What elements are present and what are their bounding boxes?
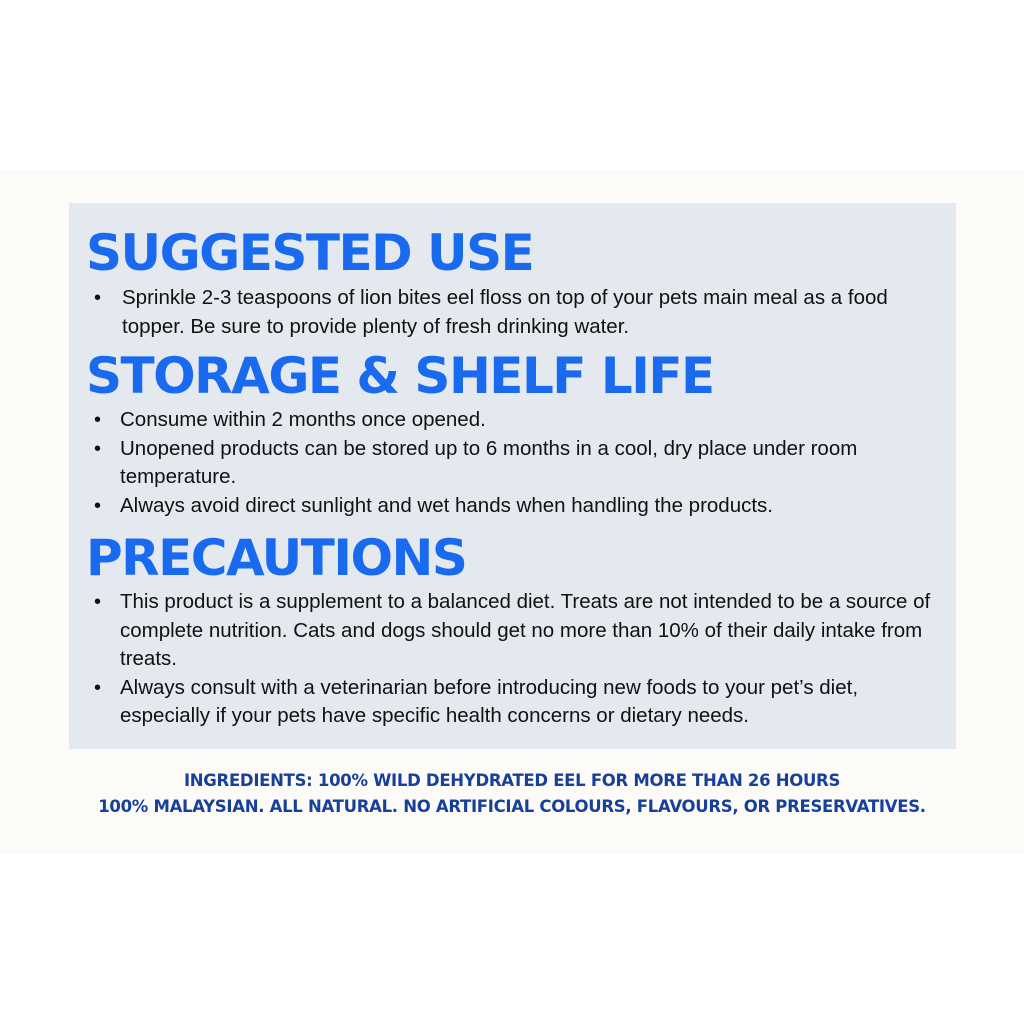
list-item-text: Sprinkle 2-3 teaspoons of lion bites eel floss on top of your pets main meal as a food topper. Be sure to provide plenty of fresh drinking water. [122, 286, 888, 338]
list-item [86, 284, 946, 341]
storage-heading: STORAGE & SHELF LIFE [86, 347, 714, 405]
list-item-text: Always avoid direct sunlight and wet hands when handling the products. [120, 493, 773, 517]
bullet-icon: • [94, 287, 102, 309]
list-item [86, 435, 946, 492]
suggested-use-heading: SUGGESTED USE [86, 224, 534, 282]
list-item-text: Unopened products can be stored up to 6 months in a cool, dry place under room temperature. [120, 436, 858, 488]
precautions-heading: PRECAUTIONS [86, 529, 467, 587]
claims-line: 100% MALAYSIAN. ALL NATURAL. NO ARTIFICIAL COLOURS, FLAVOURS, OR PRESERVATIVES. [98, 797, 926, 816]
list-item [86, 492, 946, 521]
list-item [86, 588, 946, 674]
precautions-list [86, 588, 946, 731]
bullet-icon: • [94, 409, 102, 431]
list-item [86, 674, 946, 731]
bullet-icon: • [94, 676, 102, 699]
list-item-text: Consume within 2 months once opened. [120, 408, 486, 431]
ingredients-line: INGREDIENTS: 100% WILD DEHYDRATED EEL FOR MORE THAN 26 HOURS [183, 771, 841, 790]
suggested-use-list [86, 284, 946, 341]
bullet-icon: • [94, 437, 102, 460]
list-item-text: This product is a supplement to a balanced diet. Treats are not intended to be a source of complete nutrition. Cats and dogs should get no more than 10% of their daily intake from treats. [120, 590, 931, 670]
bullet-icon: • [94, 494, 102, 517]
bullet-icon: • [94, 591, 102, 613]
list-item-text: Always consult with a veterinarian before introducing new foods to your pet’s diet, especially if your pets have specific health concerns or dietary needs. [120, 675, 859, 727]
storage-list [86, 406, 946, 520]
list-item [86, 406, 946, 435]
